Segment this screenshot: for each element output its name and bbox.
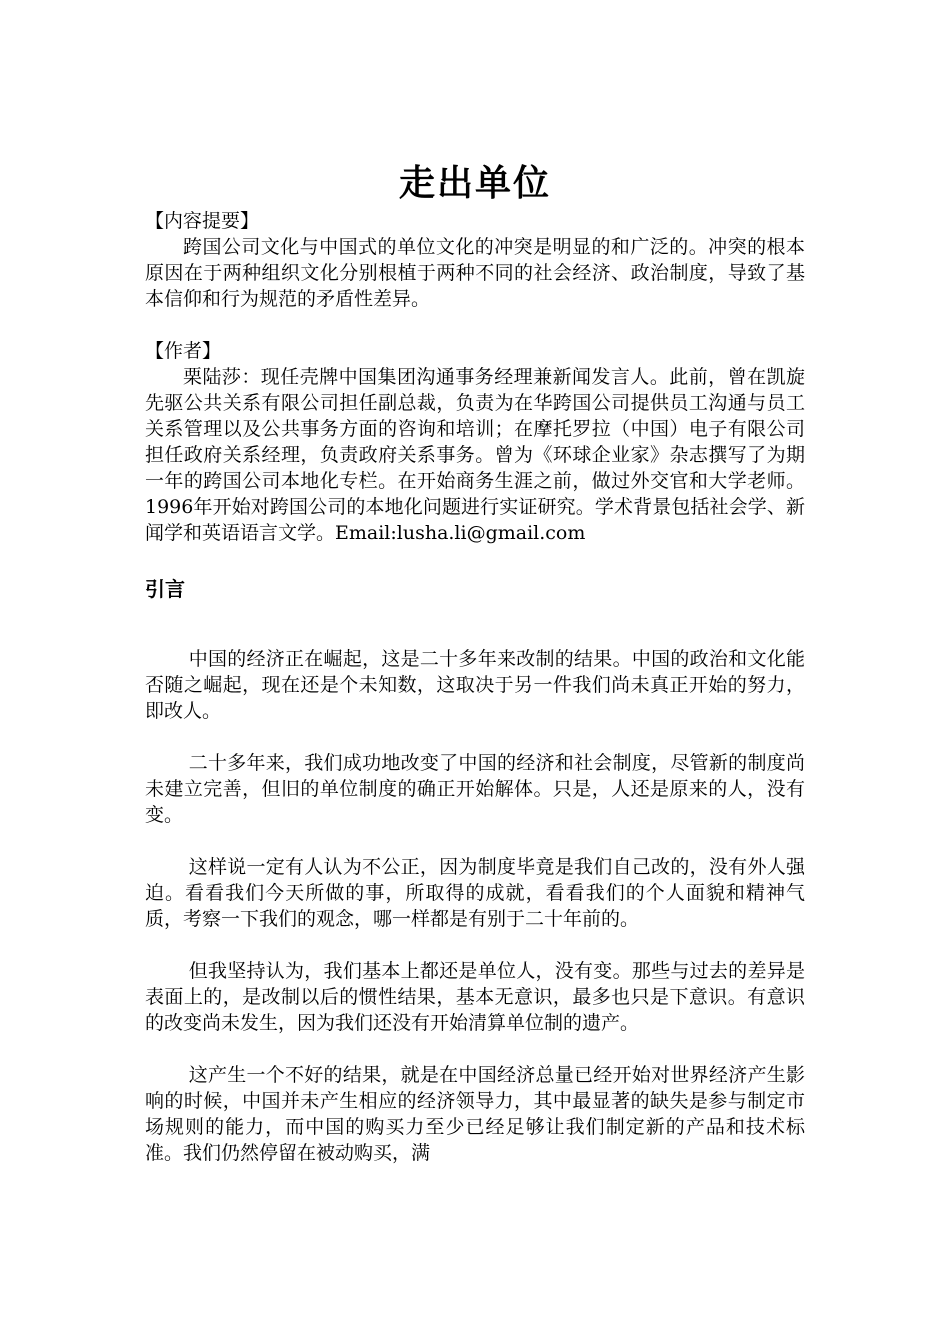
spacer	[145, 312, 805, 338]
abstract-text: 跨国公司文化与中国式的单位文化的冲突是明显的和广泛的。冲突的根本原因在于两种组织文化分别根植于两种不同的社会经济、政治制度，导致了基本信仰和行为规范的矛盾性差异。	[145, 236, 805, 310]
body-paragraph: 这产生一个不好的结果，就是在中国经济总量已经开始对世界经济产生影响的时候，中国并未产生相应的经济领导力，其中最显著的缺失是参与制定市场规则的能力，而中国的购买力至少已经足够让我们制定新的产品和技术标准。我们仍然停留在被动购买，满	[145, 1064, 805, 1164]
abstract-label: 【内容提要】	[145, 210, 260, 232]
body-paragraph: 二十多年来，我们成功地改变了中国的经济和社会制度，尽管新的制度尚未建立完善，但旧的单位制度的确正开始解体。只是，人还是原来的人，没有变。	[145, 752, 805, 826]
intro-heading: 引言	[145, 577, 185, 601]
body-paragraph: 但我坚持认为，我们基本上都还是单位人，没有变。那些与过去的差异是表面上的，是改制以后的惯性结果，基本无意识，最多也只是下意识。有意识的改变尚未发生，因为我们还没有开始清算单位制的遗产。	[145, 960, 805, 1034]
author-text: 栗陆莎：现任壳牌中国集团沟通事务经理兼新闻发言人。此前，曾在凯旋先驱公共关系有限公司担任副总裁，负责为在华跨国公司提供员工沟通与员工关系管理以及公共事务方面的咨询和培训；在摩托罗拉（中国）电子有限公司担任政府关系经理，负责政府关系事务。曾为《环球企业家》杂志撰写了为期一年的跨国公司本地化专栏。在开始商务生涯之前，做过外交官和大学老师。1996年开始对跨国公司的本地化问题进行实证研究。学术背景包括社会学、新闻学和英语语言文学。Email:lusha.li@gmail.com	[145, 366, 805, 544]
document-title: 走出单位	[398, 163, 551, 204]
document-page	[145, 160, 805, 1192]
body-text	[145, 646, 805, 1166]
author-label: 【作者】	[145, 340, 222, 362]
body-paragraph: 这样说一定有人认为不公正，因为制度毕竟是我们自己改的，没有外人强迫。看看我们今天所做的事，所取得的成就，看看我们的个人面貌和精神气质，考察一下我们的观念，哪一样都是有别于二十年前的。	[145, 856, 805, 930]
body-paragraph: 中国的经济正在崛起，这是二十多年来改制的结果。中国的政治和文化能否随之崛起，现在还是个未知数，这取决于另一件我们尚未真正开始的努力，即改人。	[145, 648, 805, 722]
